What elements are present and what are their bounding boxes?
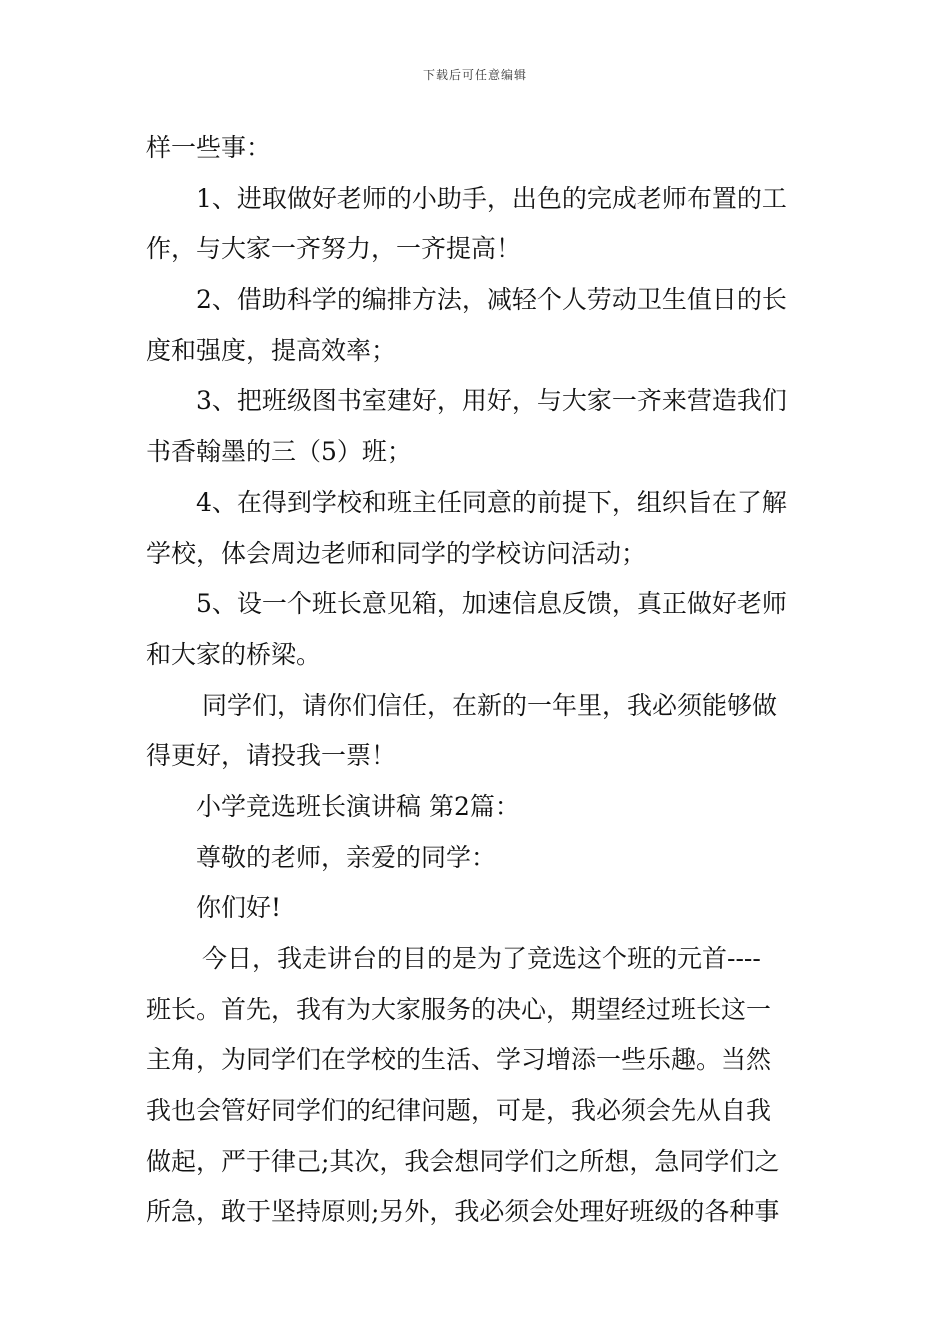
list-item-2-continuation: 度和强度，提高效率； [146,335,397,365]
list-item-5-continuation: 和大家的桥梁。 [146,639,322,669]
list-item-3-continuation: 书香翰墨的三（5）班； [146,437,412,467]
paragraph-continuation: 班长。首先，我有为大家服务的决心，期望经过班长这一 [146,994,772,1024]
list-item-1-continuation: 作，与大家一齐努力，一齐提高！ [146,234,522,264]
document-body [146,123,810,1238]
paragraph-line: 今日，我走讲台的目的是为了竞选这个班的元首---- [202,944,761,973]
section-heading: 小学竞选班长演讲稿 第2篇： [196,791,520,821]
list-item-1-line: 1、进取做好老师的小助手，出色的完成老师布置的工 [196,183,787,213]
paragraph-continuation: 主角，为同学们在学校的生活、学习增添一些乐趣。当然 [146,1045,772,1075]
paragraph-line: 同学们，请你们信任，在新的一年里，我必须能够做 [202,690,778,720]
list-item-3-line: 3、把班级图书室建好，用好，与大家一齐来营造我们 [196,386,787,416]
list-item-4-continuation: 学校，体会周边老师和同学的学校访问活动； [146,538,647,568]
page-header-note: 下载后可任意编辑 [422,68,527,82]
text-line: 样一些事： [146,133,272,162]
list-item-5-line: 5、设一个班长意见箱，加速信息反馈，真正做好老师 [196,589,787,619]
paragraph-continuation: 得更好，请投我一票！ [146,741,397,771]
paragraph-continuation: 所急，敢于坚持原则;另外，我必须会处理好班级的各种事 [146,1197,780,1227]
greeting-line: 尊敬的老师，亲爱的同学： [196,842,497,872]
paragraph-continuation: 我也会管好同学们的纪律问题，可是，我必须会先从自我 [146,1096,772,1126]
list-item-4-line: 4、在得到学校和班主任同意的前提下，组织旨在了解 [196,487,787,517]
list-item-2-line: 2、借助科学的编排方法，减轻个人劳动卫生值日的长 [196,285,787,315]
paragraph-continuation: 做起，严于律己;其次，我会想同学们之所想，急同学们之 [146,1146,780,1176]
greeting-line: 你们好! [196,893,282,923]
